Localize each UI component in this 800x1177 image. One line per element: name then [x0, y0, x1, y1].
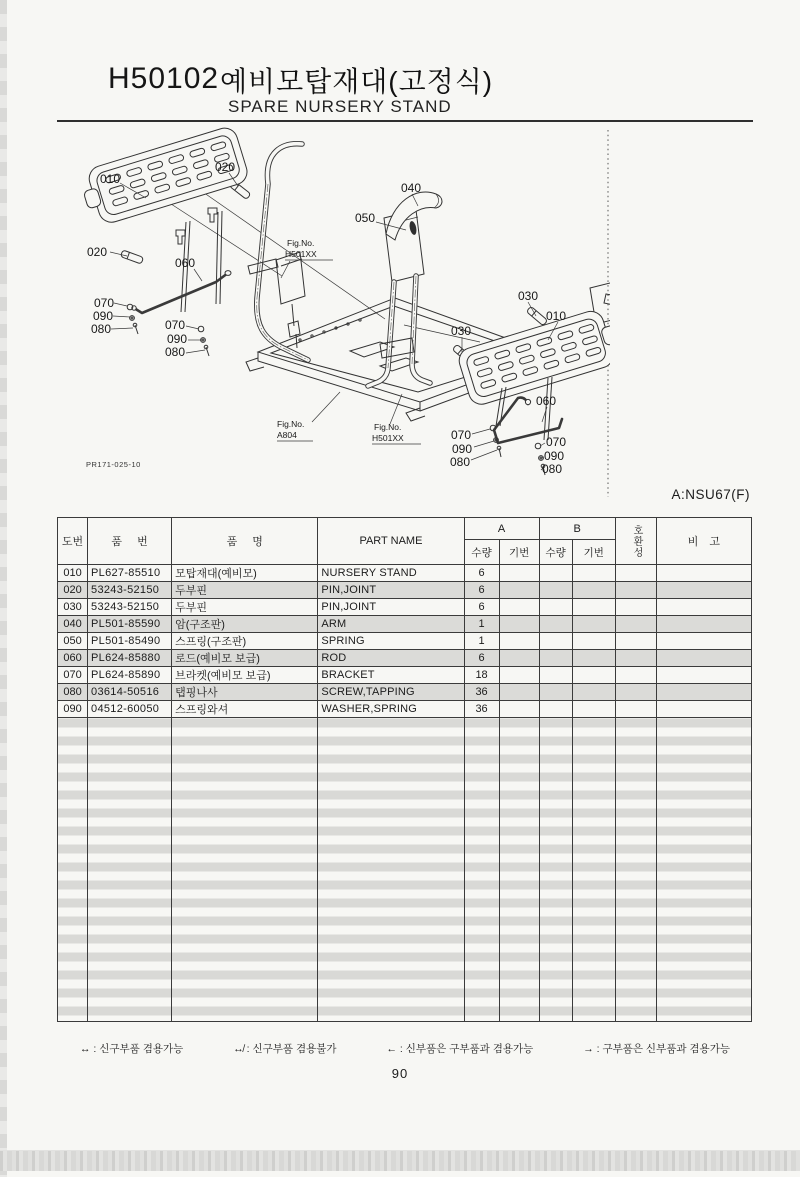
- callout-090-right2: 090: [544, 449, 565, 463]
- callout-070-right1: 070: [451, 428, 472, 442]
- col-header-code-b: 기번: [572, 540, 615, 565]
- legend-item: ← : 신부품은 구부품과 겸용가능: [386, 1043, 534, 1055]
- col-header-compat: 호환성: [615, 518, 656, 565]
- figref-h501xx-1: H501XX: [285, 249, 317, 259]
- fastener-cluster-left-2: [198, 326, 209, 356]
- callout-090-right1: 090: [452, 442, 473, 456]
- callout-040: 040: [401, 181, 422, 195]
- col-header-remarks: 비 고: [656, 518, 751, 565]
- callout-070-left2: 070: [165, 318, 186, 332]
- legend-item: ↮ : 신구부품 겸용불가: [233, 1043, 337, 1055]
- col-header-no: 도번: [58, 518, 88, 565]
- col-header-group-a: A: [464, 518, 539, 540]
- col-header-qty-b: 수량: [539, 540, 572, 565]
- page-title: 예비모탑재대(고정식): [220, 66, 494, 97]
- nursery-stand-right: [456, 306, 610, 408]
- callout-010-right: 010: [546, 309, 567, 323]
- pin-030-top: [526, 306, 547, 326]
- table-row: 030 53243-52150 두부핀 PIN,JOINT 6: [58, 599, 752, 616]
- col-header-part-name: PART NAME: [318, 518, 464, 565]
- title-divider: [57, 120, 753, 122]
- scan-edge-bottom: [0, 1150, 800, 1171]
- table-row: 070 PL624-85890 브라켓(예비모 보급) BRACKET 18: [58, 667, 752, 684]
- callout-050: 050: [355, 211, 376, 225]
- col-header-part-no: 품 번: [88, 518, 172, 565]
- callout-090-left1: 090: [93, 309, 114, 323]
- col-header-code-a: 기번: [499, 540, 539, 565]
- drawing-code: PR171-025-10: [86, 460, 141, 469]
- col-header-name: 품 명: [172, 518, 318, 565]
- callout-030-right-low: 030: [451, 324, 472, 338]
- model-note: A:NSU67(F): [671, 487, 750, 502]
- exploded-parts-diagram: [50, 126, 610, 501]
- callout-060-left: 060: [175, 256, 196, 270]
- table-row: 090 04512-60050 스프링와셔 WASHER,SPRING 36: [58, 701, 752, 718]
- callout-070-left1: 070: [94, 296, 115, 310]
- table-row: 020 53243-52150 두부핀 PIN,JOINT 6: [58, 582, 752, 599]
- arm-040-assembly: [368, 192, 442, 386]
- col-header-group-b: B: [539, 518, 615, 540]
- legend-item: → : 구부품은 신부품과 겸용가능: [583, 1043, 730, 1055]
- figref-label-2: Fig.No.: [277, 419, 305, 429]
- table-row: 080 03614-50516 탭핑나사 SCREW,TAPPING 36: [58, 684, 752, 701]
- table-row: 010 PL627-85510 모탑재대(예비모) NURSERY STAND 6: [58, 565, 752, 582]
- callout-080-right2: 080: [542, 462, 563, 476]
- callout-080-left2: 080: [165, 345, 186, 359]
- figref-h501xx-2: H501XX: [372, 433, 404, 443]
- callout-010-left: 010: [100, 172, 121, 186]
- callout-060-right: 060: [536, 394, 557, 408]
- callout-030-right-top: 030: [518, 289, 539, 303]
- section-code: H50102: [108, 62, 220, 95]
- col-header-qty-a: 수량: [464, 540, 499, 565]
- table-row: 050 PL501-85490 스프링(구조판) SPRING 1: [58, 633, 752, 650]
- callout-020-left: 020: [87, 245, 108, 259]
- page-number: 90: [391, 1066, 409, 1081]
- callout-070-right2: 070: [546, 435, 567, 449]
- figref-label-1: Fig.No.: [287, 238, 315, 248]
- compatibility-legend: [80, 1041, 730, 1056]
- pin-020-left: [120, 250, 143, 264]
- callout-080-right1: 080: [450, 455, 471, 469]
- page-subtitle: SPARE NURSERY STAND: [228, 97, 452, 116]
- callout-090-left2: 090: [167, 332, 188, 346]
- callout-020-top: 020: [215, 160, 236, 174]
- scan-edge-left: [0, 0, 7, 1177]
- callout-080-left1: 080: [91, 322, 112, 336]
- legend-item: ↔ : 신구부품 겸용가능: [80, 1043, 184, 1055]
- table-row: 060 PL624-85880 로드(예비모 보급) ROD 6: [58, 650, 752, 667]
- table-empty-striped-area: [58, 718, 752, 1022]
- table-row: 040 PL501-85590 암(구조판) ARM 1: [58, 616, 752, 633]
- figref-label-3: Fig.No.: [374, 422, 402, 432]
- parts-table: [57, 517, 752, 1022]
- figref-a804: A804: [277, 430, 297, 440]
